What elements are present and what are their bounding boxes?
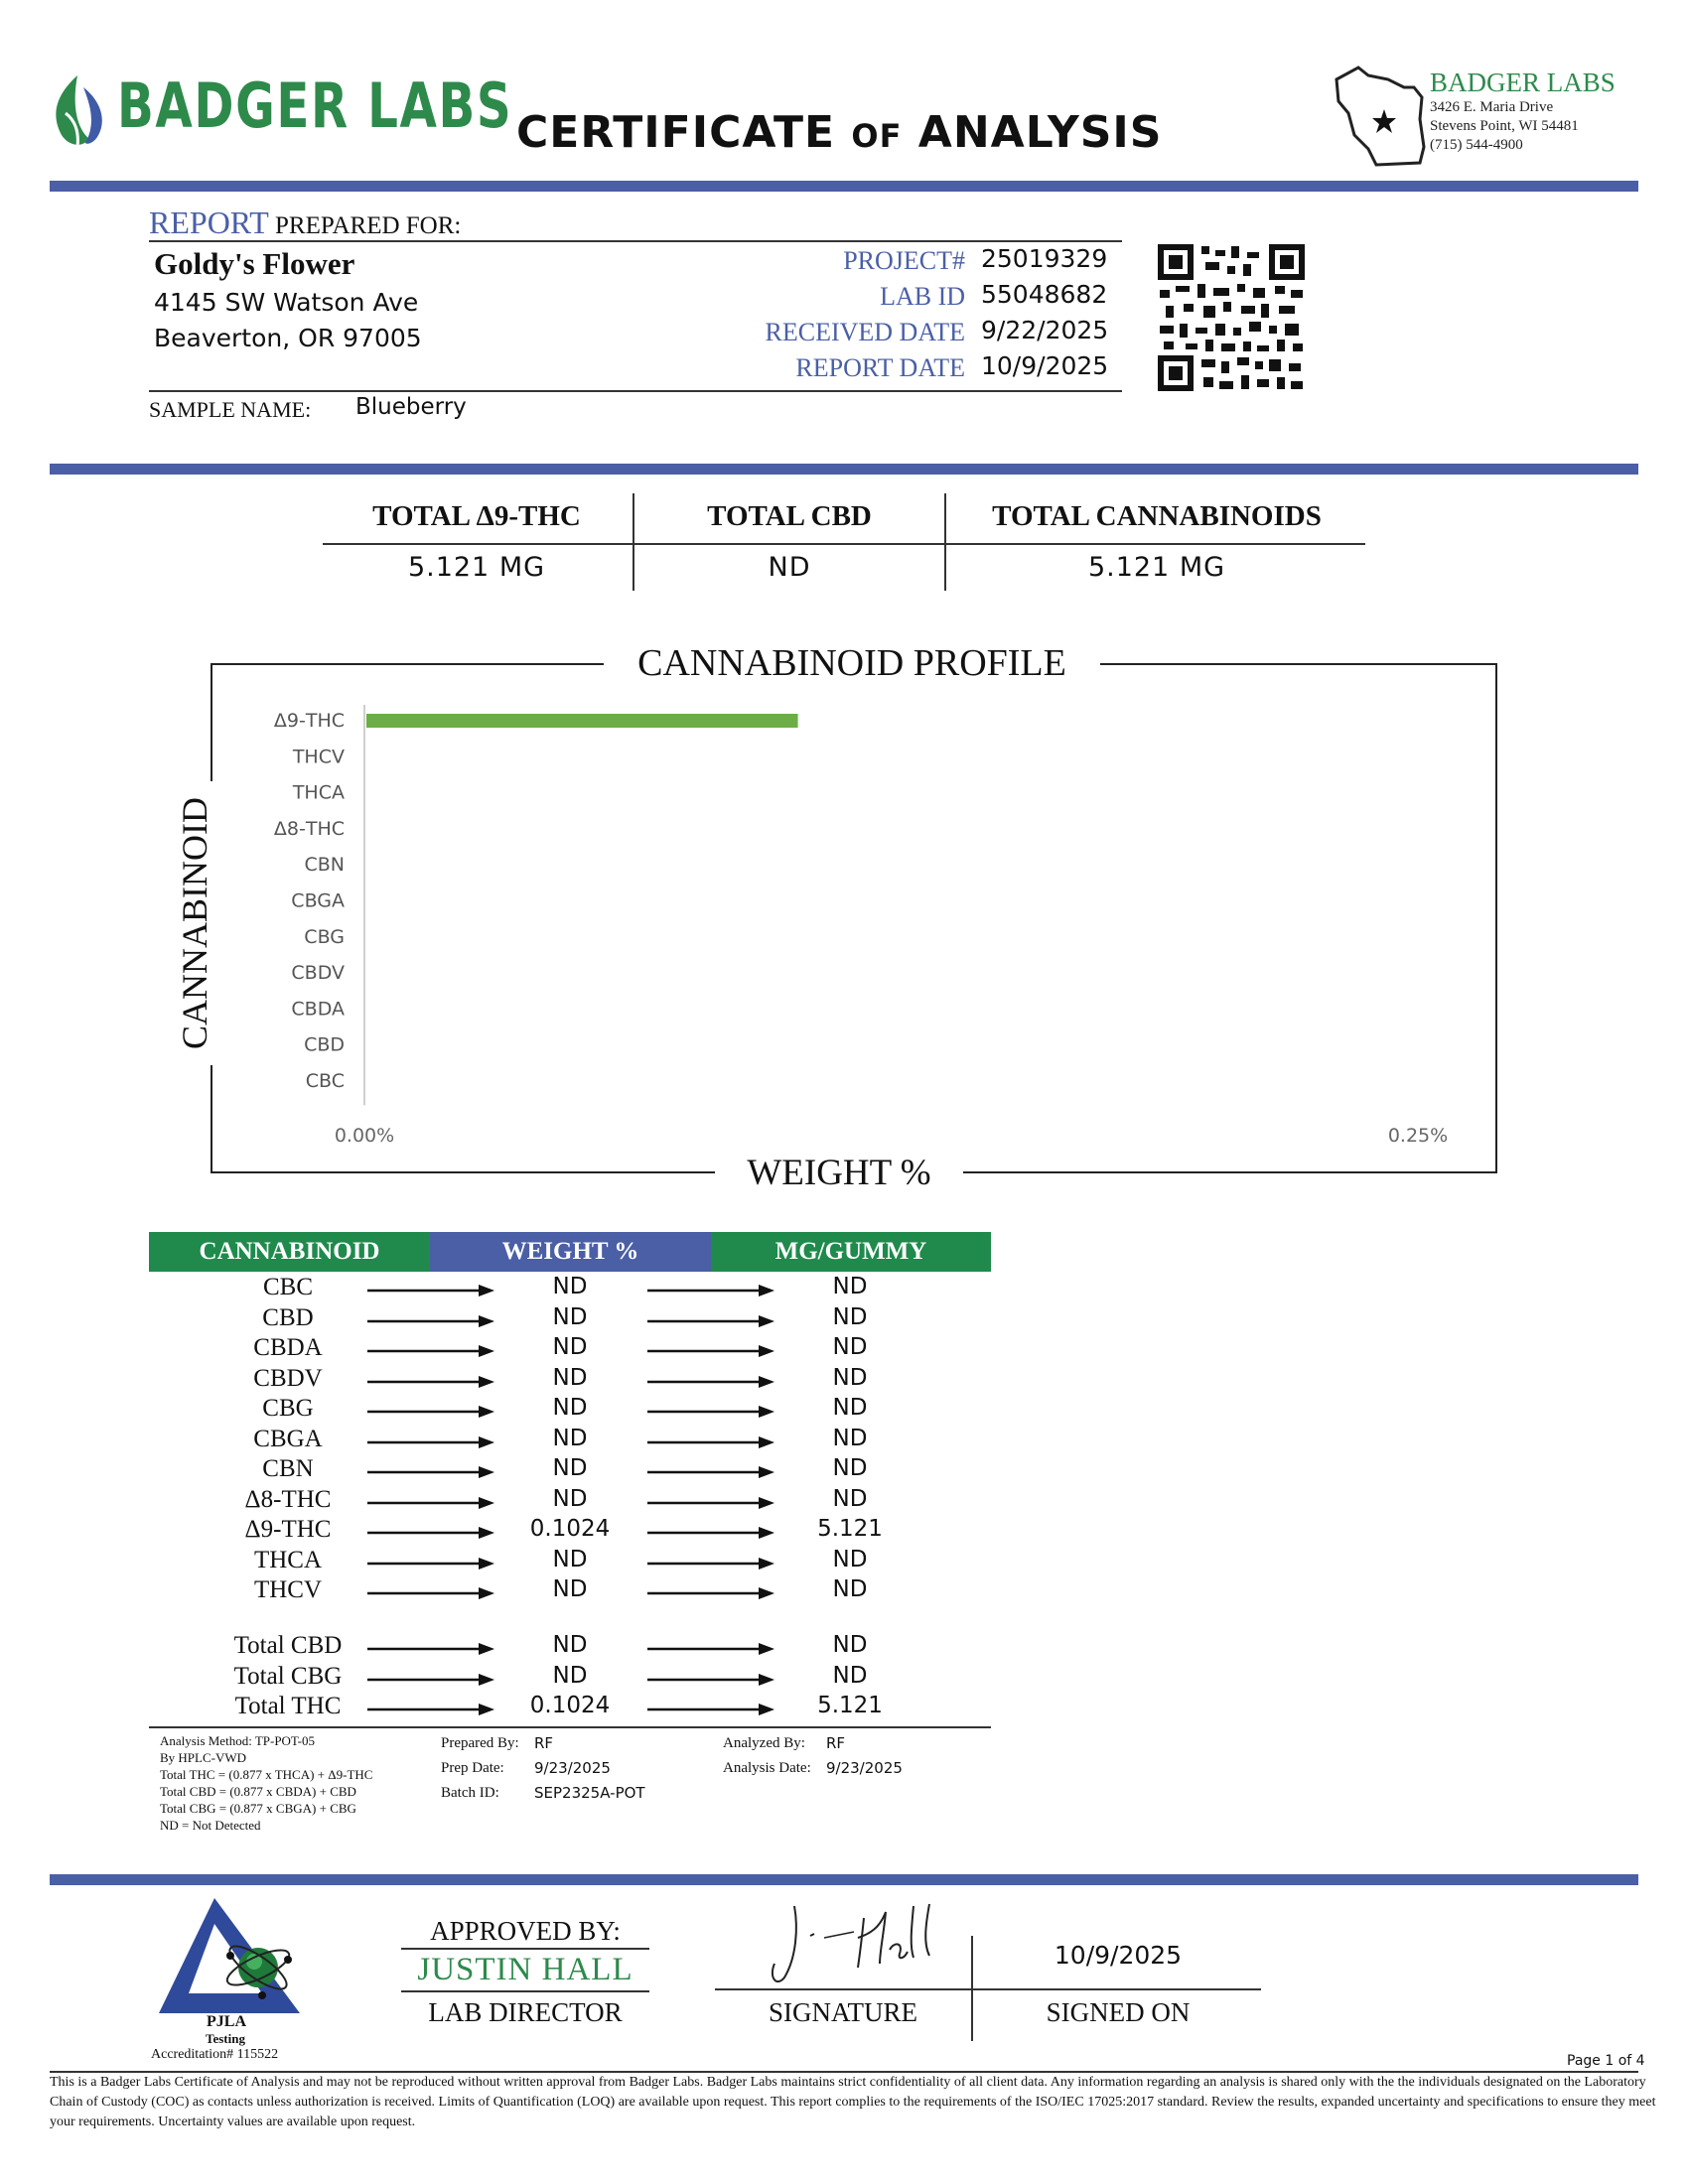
weight-percent-value: 0.1024 bbox=[529, 1516, 611, 1542]
table-total-row bbox=[0, 1693, 993, 1722]
prepared-by-label: Prepared By: bbox=[441, 1735, 519, 1751]
project-value: 25019329 bbox=[981, 244, 1108, 273]
cannabinoid-name: CBN bbox=[262, 1455, 314, 1482]
pjla-logo-text: PJLA bbox=[207, 2013, 246, 2030]
title-part-3: ANALYSIS bbox=[902, 107, 1163, 158]
cannabinoid-name: CBDV bbox=[253, 1365, 323, 1392]
weight-percent-value: 0.1024 bbox=[529, 1693, 611, 1718]
table-bottom-rule bbox=[149, 1726, 991, 1728]
weight-percent-value: ND bbox=[552, 1632, 588, 1658]
cannabinoid-name: CBC bbox=[262, 1274, 314, 1300]
arrow-right-icon bbox=[367, 1465, 496, 1479]
approver-name: JUSTIN HALL bbox=[417, 1952, 633, 1987]
batch-id-value: SEP2325A-POT bbox=[534, 1784, 645, 1802]
cannabinoid-name: Total THC bbox=[234, 1693, 342, 1719]
chart-category-label: Δ8-THC bbox=[273, 817, 345, 840]
arrow-right-icon bbox=[647, 1314, 776, 1328]
client-name: Goldy's Flower bbox=[154, 246, 355, 281]
arrow-right-icon bbox=[367, 1405, 496, 1419]
chart-category-label: CBC bbox=[305, 1070, 345, 1092]
received-date-value: 9/22/2025 bbox=[981, 316, 1109, 344]
arrow-right-icon bbox=[367, 1496, 496, 1510]
chart-category-label: Δ9-THC bbox=[273, 710, 345, 732]
cannabinoid-name: CBG bbox=[262, 1395, 314, 1422]
method-note-4: Total CBD = (0.877 x CBDA) + CBD bbox=[160, 1784, 356, 1799]
arrow-right-icon bbox=[367, 1703, 496, 1716]
lab-contact-block bbox=[1430, 68, 1616, 155]
arrow-right-icon bbox=[367, 1557, 496, 1570]
arrow-right-icon bbox=[647, 1703, 776, 1716]
mg-per-gummy-value: ND bbox=[832, 1486, 868, 1512]
cannabinoid-name: Δ9-THC bbox=[244, 1516, 332, 1543]
lab-id-value: 55048682 bbox=[981, 280, 1108, 309]
method-note-5: Total CBG = (0.877 x CBGA) + CBG bbox=[160, 1801, 356, 1816]
mg-per-gummy-value: 5.121 bbox=[817, 1693, 883, 1718]
sample-name-label: SAMPLE NAME: bbox=[149, 397, 312, 422]
cannabinoid-name: Total CBG bbox=[233, 1663, 343, 1690]
mg-per-gummy-value: ND bbox=[832, 1663, 868, 1689]
method-notes bbox=[160, 1732, 372, 1834]
arrow-right-icon bbox=[647, 1642, 776, 1656]
arrow-right-icon bbox=[647, 1284, 776, 1297]
wisconsin-map-icon bbox=[1329, 58, 1438, 169]
weight-percent-value: ND bbox=[552, 1274, 588, 1299]
weight-percent-value: ND bbox=[552, 1365, 588, 1391]
prep-date-label: Prep Date: bbox=[441, 1760, 504, 1776]
client-address-1: 4145 SW Watson Ave bbox=[154, 288, 419, 317]
chart-category-label: CBDV bbox=[291, 962, 345, 985]
header-rule bbox=[50, 181, 1638, 192]
arrow-right-icon bbox=[647, 1586, 776, 1600]
table-row bbox=[0, 1395, 993, 1425]
arrow-right-icon bbox=[647, 1375, 776, 1389]
arrow-right-icon bbox=[647, 1557, 776, 1570]
pjla-accreditation-logo-icon bbox=[151, 1894, 310, 2023]
arrow-right-icon bbox=[367, 1526, 496, 1540]
signature-divider bbox=[971, 1936, 973, 2041]
pjla-logo-subtext: Testing bbox=[206, 2031, 245, 2046]
total-cbd-label: TOTAL CBD bbox=[707, 500, 872, 532]
arrow-right-icon bbox=[367, 1375, 496, 1389]
mg-per-gummy-value: 5.121 bbox=[817, 1516, 883, 1542]
batch-id-label: Batch ID: bbox=[441, 1785, 499, 1801]
chart-title: CANNABINOID PROFILE bbox=[604, 641, 1100, 685]
cannabinoid-profile-chart bbox=[211, 663, 1497, 1173]
weight-percent-value: ND bbox=[552, 1663, 588, 1689]
totals-divider-2 bbox=[944, 493, 946, 591]
analysis-date-label: Analysis Date: bbox=[723, 1760, 811, 1776]
weight-percent-value: ND bbox=[552, 1426, 588, 1451]
lab-id-label: LAB ID bbox=[880, 282, 965, 311]
arrow-right-icon bbox=[647, 1344, 776, 1358]
weight-percent-value: ND bbox=[552, 1547, 588, 1572]
chart-x-tick-label: 0.25% bbox=[1387, 1125, 1449, 1147]
signed-on-label: SIGNED ON bbox=[1046, 1997, 1191, 2027]
footer-disclaimer: This is a Badger Labs Certificate of Analysis and may not be reproduced without written approval from Badger Labs. Badger Labs maintains strict confidentiality of all client data. Any information regarding an analysis is shared only with the the individuals designated on the Laboratory Chain of Custody (COC) as contacts unless authorization is received. Limits of Quantification (LOQ) are available upon request. This report complies to the requirements of the ISO/IEC 17025:2017 standard. Review the results, expanded uncertainty and specifications to ensure they meet your requirements. Uncertainty values are available upon request. bbox=[50, 2075, 1656, 2129]
mg-per-gummy-value: ND bbox=[832, 1426, 868, 1451]
arrow-right-icon bbox=[367, 1435, 496, 1449]
cannabinoid-name: THCA bbox=[253, 1547, 323, 1573]
cannabinoid-name: Δ8-THC bbox=[244, 1486, 332, 1513]
approver-name-rule bbox=[401, 1990, 649, 1992]
arrow-right-icon bbox=[647, 1405, 776, 1419]
table-header-cannabinoid: CANNABINOID bbox=[149, 1232, 430, 1272]
lab-address-line-2: Stevens Point, WI 54481 bbox=[1430, 118, 1579, 134]
report-top-rule bbox=[149, 240, 1122, 242]
total-cbd-value: ND bbox=[768, 552, 811, 583]
total-cannabinoids-label: TOTAL CANNABINOIDS bbox=[992, 500, 1322, 532]
chart-category-label: THCV bbox=[292, 746, 345, 768]
totals-divider-1 bbox=[633, 493, 634, 591]
approved-by-rule bbox=[401, 1948, 649, 1950]
report-bottom-rule bbox=[149, 390, 1122, 392]
document-title bbox=[516, 107, 1163, 158]
total-thc-label: TOTAL Δ9-THC bbox=[372, 500, 581, 532]
signature-image bbox=[755, 1898, 973, 1987]
table-total-row bbox=[0, 1663, 993, 1693]
weight-percent-value: ND bbox=[552, 1455, 588, 1481]
brand-name: BADGER LABS bbox=[117, 69, 513, 142]
table-header-weight: WEIGHT % bbox=[430, 1232, 711, 1272]
client-address-2: Beaverton, OR 97005 bbox=[154, 324, 422, 352]
chart-y-axis-label: CANNABINOID bbox=[174, 781, 215, 1065]
lab-phone: (715) 544-4900 bbox=[1430, 137, 1523, 153]
arrow-right-icon bbox=[367, 1314, 496, 1328]
chart-category-label: CBGA bbox=[291, 889, 345, 912]
cannabinoid-name: Total CBD bbox=[233, 1632, 343, 1659]
table-row bbox=[0, 1426, 993, 1455]
chart-category-label: CBDA bbox=[291, 998, 345, 1021]
chart-x-tick-label: 0.00% bbox=[334, 1125, 395, 1147]
total-cannabinoids-value: 5.121 MG bbox=[1087, 552, 1226, 583]
arrow-right-icon bbox=[647, 1496, 776, 1510]
project-label: PROJECT# bbox=[843, 246, 965, 275]
analyzed-by-value: RF bbox=[826, 1734, 846, 1752]
table-row bbox=[0, 1274, 993, 1303]
weight-percent-value: ND bbox=[552, 1486, 588, 1512]
table-row bbox=[0, 1304, 993, 1334]
cannabinoid-name: THCV bbox=[253, 1576, 323, 1603]
approval-rule bbox=[50, 1874, 1638, 1885]
accreditation-number: Accreditation# 115522 bbox=[151, 2047, 279, 2062]
signature-label: SIGNATURE bbox=[768, 1997, 917, 2027]
totals-rule bbox=[323, 543, 1365, 545]
cannabinoid-name: CBGA bbox=[253, 1426, 323, 1452]
arrow-right-icon bbox=[647, 1465, 776, 1479]
received-date-label: RECEIVED DATE bbox=[765, 318, 965, 346]
approver-title: LAB DIRECTOR bbox=[428, 1997, 623, 2027]
report-date-value: 10/9/2025 bbox=[981, 351, 1109, 380]
signed-date: 10/9/2025 bbox=[1054, 1941, 1183, 1970]
mg-per-gummy-value: ND bbox=[832, 1334, 868, 1360]
chart-bar bbox=[366, 714, 798, 728]
sample-name-value: Blueberry bbox=[355, 394, 467, 420]
arrow-right-icon bbox=[647, 1673, 776, 1687]
mg-per-gummy-value: ND bbox=[832, 1365, 868, 1391]
analyzed-by-label: Analyzed By: bbox=[723, 1735, 805, 1751]
mg-per-gummy-value: ND bbox=[832, 1274, 868, 1299]
weight-percent-value: ND bbox=[552, 1395, 588, 1421]
weight-percent-value: ND bbox=[552, 1334, 588, 1360]
table-row bbox=[0, 1576, 993, 1606]
report-date-label: REPORT DATE bbox=[795, 353, 965, 382]
table-total-row bbox=[0, 1632, 993, 1662]
prep-date-value: 9/23/2025 bbox=[534, 1759, 611, 1777]
weight-percent-value: ND bbox=[552, 1576, 588, 1602]
cannabinoid-name: CBDA bbox=[253, 1334, 323, 1361]
method-note-3: Total THC = (0.877 x THCA) + Δ9-THC bbox=[160, 1767, 373, 1782]
chart-category-label: THCA bbox=[292, 781, 345, 804]
table-header-mg-gummy: MG/GUMMY bbox=[711, 1232, 991, 1272]
arrow-right-icon bbox=[367, 1673, 496, 1687]
table-row bbox=[0, 1365, 993, 1395]
chart-category-label: CBG bbox=[304, 925, 345, 948]
page-number: Page 1 of 4 bbox=[1567, 2053, 1645, 2069]
arrow-right-icon bbox=[367, 1284, 496, 1297]
cannabinoid-name: CBD bbox=[262, 1304, 314, 1331]
arrow-right-icon bbox=[647, 1435, 776, 1449]
table-row bbox=[0, 1334, 993, 1364]
report-heading bbox=[149, 205, 461, 241]
weight-percent-value: ND bbox=[552, 1304, 588, 1330]
method-note-1: Analysis Method: TP-POT-05 bbox=[160, 1733, 316, 1748]
mg-per-gummy-value: ND bbox=[832, 1395, 868, 1421]
method-note-2: By HPLC-VWD bbox=[160, 1750, 247, 1765]
chart-category-label: CBN bbox=[304, 854, 345, 877]
report-heading-sub: PREPARED FOR: bbox=[268, 212, 462, 239]
arrow-right-icon bbox=[647, 1526, 776, 1540]
arrow-right-icon bbox=[367, 1344, 496, 1358]
arrow-right-icon bbox=[367, 1586, 496, 1600]
signature-rule bbox=[715, 1988, 1261, 1990]
section-rule bbox=[50, 464, 1638, 475]
title-part-1: CERTIFICATE bbox=[516, 107, 852, 158]
approved-by-label: APPROVED BY: bbox=[430, 1916, 621, 1946]
mg-per-gummy-value: ND bbox=[832, 1455, 868, 1481]
prepared-by-value: RF bbox=[534, 1734, 554, 1752]
badger-leaf-logo-icon bbox=[48, 73, 109, 153]
mg-per-gummy-value: ND bbox=[832, 1576, 868, 1602]
title-part-2: OF bbox=[851, 117, 903, 155]
qr-code-icon[interactable] bbox=[1158, 244, 1305, 391]
mg-per-gummy-value: ND bbox=[832, 1304, 868, 1330]
chart-category-label: CBD bbox=[304, 1033, 345, 1056]
report-heading-main: REPORT bbox=[149, 205, 269, 240]
lab-address-line-1: 3426 E. Maria Drive bbox=[1430, 99, 1554, 115]
table-row bbox=[0, 1516, 993, 1546]
mg-per-gummy-value: ND bbox=[832, 1547, 868, 1572]
table-row bbox=[0, 1547, 993, 1576]
table-row bbox=[0, 1455, 993, 1485]
mg-per-gummy-value: ND bbox=[832, 1632, 868, 1658]
arrow-right-icon bbox=[367, 1642, 496, 1656]
total-thc-value: 5.121 MG bbox=[407, 552, 546, 583]
chart-x-axis-label: WEIGHT % bbox=[715, 1152, 963, 1194]
lab-name: BADGER LABS bbox=[1430, 68, 1616, 97]
table-row bbox=[0, 1486, 993, 1516]
method-note-6: ND = Not Detected bbox=[160, 1818, 261, 1833]
analysis-date-value: 9/23/2025 bbox=[826, 1759, 903, 1777]
